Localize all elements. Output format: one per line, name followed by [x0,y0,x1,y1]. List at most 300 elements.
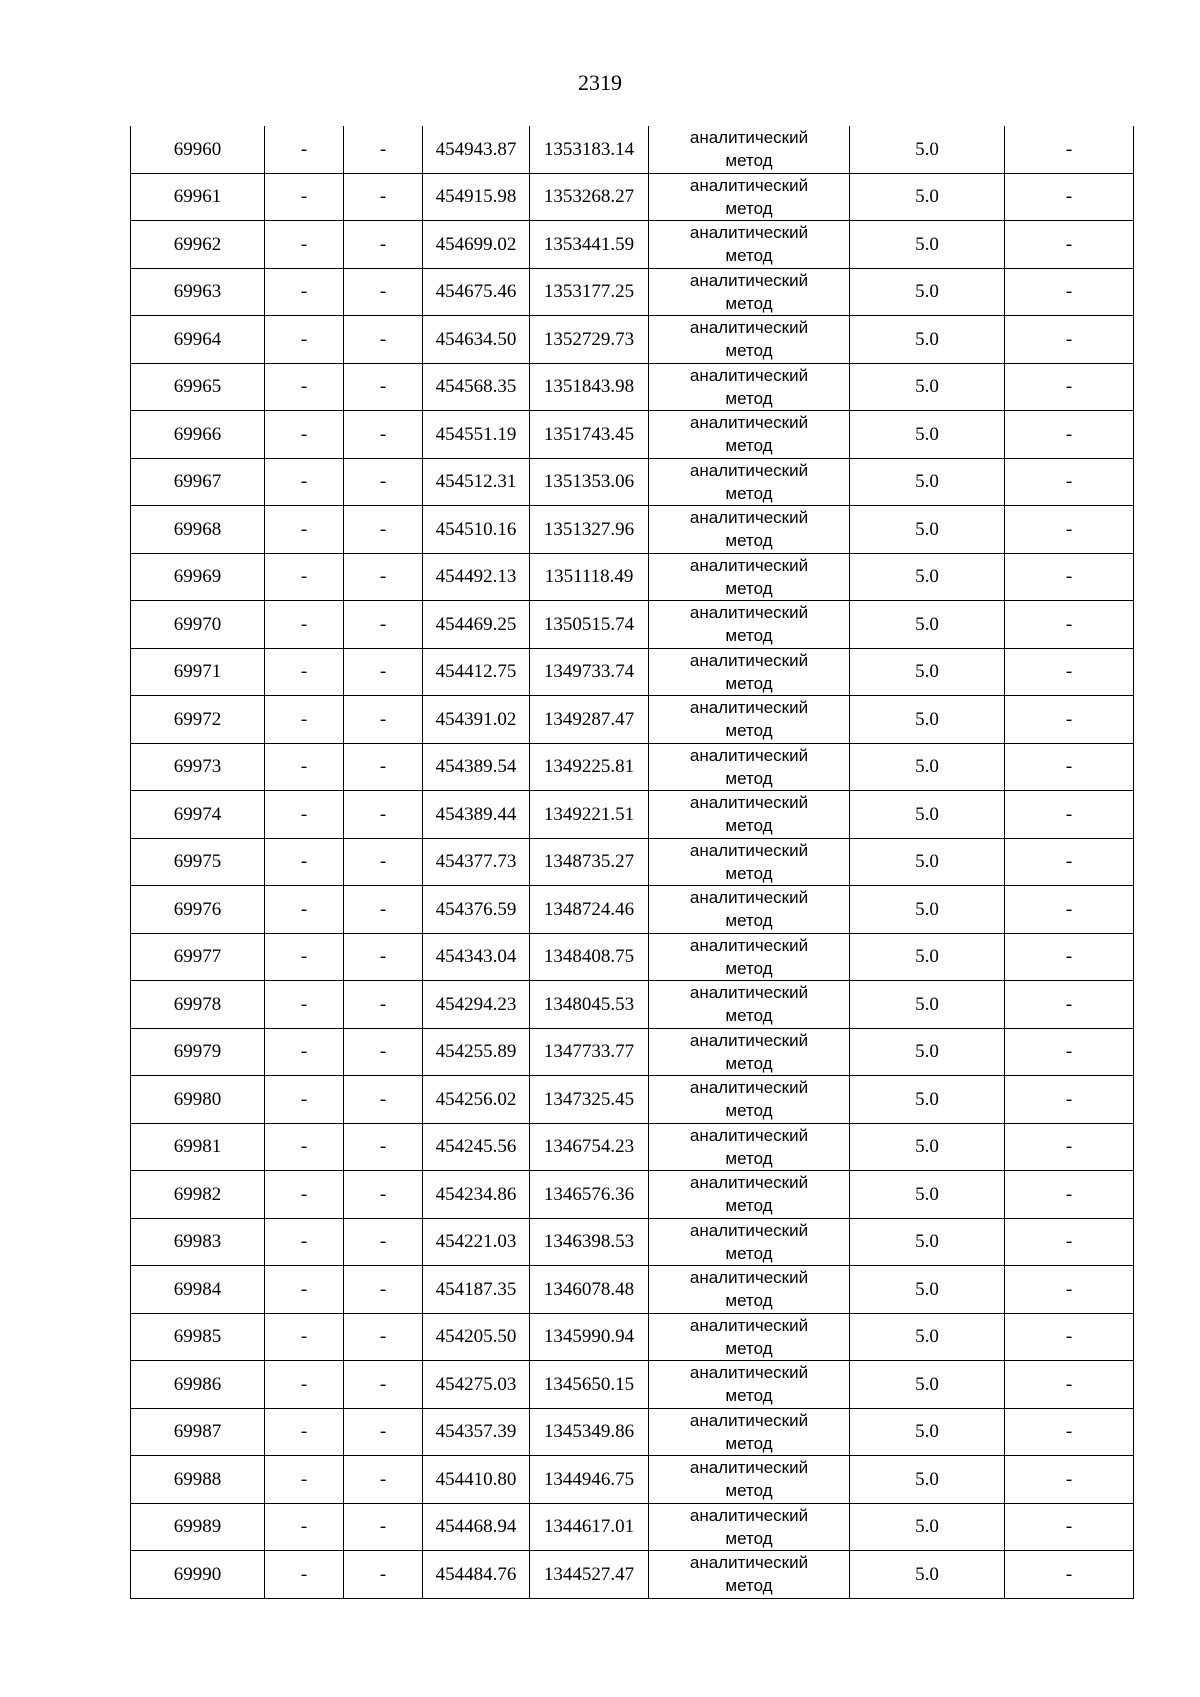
method-cell [649,1313,850,1361]
y-coordinate-cell: 1345990.94 [530,1313,649,1361]
method-text: аналитический метод [689,365,809,408]
method-text: аналитический метод [689,460,809,503]
y-coordinate-cell: 1344946.75 [530,1456,649,1504]
method-text: аналитический метод [689,698,809,741]
y-coordinate-cell: 1351743.45 [530,411,649,459]
method-text: аналитический метод [689,650,809,693]
y-coordinate-cell: 1348724.46 [530,886,649,934]
empty-value-cell: - [344,1076,423,1124]
x-coordinate-cell: 454205.50 [423,1313,530,1361]
empty-value-cell: - [265,1551,344,1599]
y-coordinate-cell: 1345349.86 [530,1408,649,1456]
method-text: аналитический метод [689,1458,809,1501]
table-row [131,458,1134,506]
y-coordinate-cell: 1344527.47 [530,1551,649,1599]
empty-value-cell: - [265,221,344,269]
method-text: аналитический метод [689,745,809,788]
method-cell [649,126,850,173]
accuracy-cell: 5.0 [850,316,1005,364]
x-coordinate-cell: 454187.35 [423,1266,530,1314]
empty-value-cell: - [344,1218,423,1266]
table-row [131,1503,1134,1551]
empty-value-cell: - [265,1028,344,1076]
table-row [131,1266,1134,1314]
y-coordinate-cell: 1346754.23 [530,1123,649,1171]
x-coordinate-cell: 454943.87 [423,126,530,173]
point-number-cell: 69984 [131,1266,265,1314]
table-row [131,1218,1134,1266]
accuracy-cell: 5.0 [850,1266,1005,1314]
point-number-cell: 69981 [131,1123,265,1171]
empty-value-cell: - [344,458,423,506]
point-number-cell: 69969 [131,553,265,601]
empty-value-cell: - [344,1456,423,1504]
point-number-cell: 69961 [131,173,265,221]
note-cell: - [1005,933,1134,981]
accuracy-cell: 5.0 [850,696,1005,744]
y-coordinate-cell: 1349733.74 [530,648,649,696]
x-coordinate-cell: 454245.56 [423,1123,530,1171]
accuracy-cell: 5.0 [850,1218,1005,1266]
table-row [131,221,1134,269]
empty-value-cell: - [265,933,344,981]
x-coordinate-cell: 454256.02 [423,1076,530,1124]
table-row [131,363,1134,411]
table-row [131,553,1134,601]
empty-value-cell: - [265,1456,344,1504]
point-number-cell: 69979 [131,1028,265,1076]
point-number-cell: 69960 [131,126,265,173]
x-coordinate-cell: 454255.89 [423,1028,530,1076]
method-text: аналитический метод [689,840,809,883]
empty-value-cell: - [265,316,344,364]
table-row [131,933,1134,981]
method-cell [649,838,850,886]
method-text: аналитический метод [689,175,809,218]
x-coordinate-cell: 454512.31 [423,458,530,506]
empty-value-cell: - [265,981,344,1029]
note-cell: - [1005,981,1134,1029]
empty-value-cell: - [265,1408,344,1456]
empty-value-cell: - [344,363,423,411]
point-number-cell: 69972 [131,696,265,744]
point-number-cell: 69988 [131,1456,265,1504]
table-row [131,1361,1134,1409]
method-cell [649,1361,850,1409]
x-coordinate-cell: 454391.02 [423,696,530,744]
x-coordinate-cell: 454275.03 [423,1361,530,1409]
method-cell [649,316,850,364]
x-coordinate-cell: 454469.25 [423,601,530,649]
table-row [131,1313,1134,1361]
empty-value-cell: - [344,1503,423,1551]
method-cell [649,886,850,934]
empty-value-cell: - [344,933,423,981]
note-cell: - [1005,458,1134,506]
empty-value-cell: - [344,1123,423,1171]
method-text: аналитический метод [689,1173,809,1216]
note-cell: - [1005,1218,1134,1266]
empty-value-cell: - [265,458,344,506]
table-row [131,411,1134,459]
y-coordinate-cell: 1347733.77 [530,1028,649,1076]
accuracy-cell: 5.0 [850,126,1005,173]
empty-value-cell: - [265,363,344,411]
table-row [131,1551,1134,1599]
empty-value-cell: - [344,791,423,839]
x-coordinate-cell: 454389.44 [423,791,530,839]
accuracy-cell: 5.0 [850,1408,1005,1456]
method-cell [649,458,850,506]
x-coordinate-cell: 454294.23 [423,981,530,1029]
method-cell [649,1028,850,1076]
accuracy-cell: 5.0 [850,553,1005,601]
empty-value-cell: - [265,1218,344,1266]
method-cell [649,1171,850,1219]
method-text: аналитический метод [689,603,809,646]
method-text: аналитический метод [689,128,809,171]
table-row [131,1123,1134,1171]
point-number-cell: 69974 [131,791,265,839]
method-text: аналитический метод [689,1220,809,1263]
x-coordinate-cell: 454484.76 [423,1551,530,1599]
empty-value-cell: - [344,648,423,696]
accuracy-cell: 5.0 [850,268,1005,316]
note-cell: - [1005,791,1134,839]
method-text: аналитический метод [689,1363,809,1406]
empty-value-cell: - [344,743,423,791]
accuracy-cell: 5.0 [850,981,1005,1029]
method-text: аналитический метод [689,508,809,551]
method-text: аналитический метод [689,223,809,266]
note-cell: - [1005,1551,1134,1599]
point-number-cell: 69964 [131,316,265,364]
method-cell [649,933,850,981]
y-coordinate-cell: 1344617.01 [530,1503,649,1551]
point-number-cell: 69986 [131,1361,265,1409]
point-number-cell: 69987 [131,1408,265,1456]
point-number-cell: 69977 [131,933,265,981]
method-cell [649,1076,850,1124]
point-number-cell: 69973 [131,743,265,791]
note-cell: - [1005,743,1134,791]
point-number-cell: 69976 [131,886,265,934]
note-cell: - [1005,126,1134,173]
y-coordinate-cell: 1349221.51 [530,791,649,839]
table-row [131,1028,1134,1076]
method-text: аналитический метод [689,1030,809,1073]
method-text: аналитический метод [689,1410,809,1453]
y-coordinate-cell: 1351843.98 [530,363,649,411]
empty-value-cell: - [265,411,344,459]
x-coordinate-cell: 454357.39 [423,1408,530,1456]
y-coordinate-cell: 1351353.06 [530,458,649,506]
empty-value-cell: - [265,743,344,791]
note-cell: - [1005,601,1134,649]
y-coordinate-cell: 1353268.27 [530,173,649,221]
empty-value-cell: - [344,1313,423,1361]
method-cell [649,411,850,459]
note-cell: - [1005,1171,1134,1219]
note-cell: - [1005,1503,1134,1551]
accuracy-cell: 5.0 [850,838,1005,886]
empty-value-cell: - [265,1123,344,1171]
method-cell [649,1456,850,1504]
point-number-cell: 69970 [131,601,265,649]
note-cell: - [1005,173,1134,221]
y-coordinate-cell: 1353177.25 [530,268,649,316]
empty-value-cell: - [265,886,344,934]
point-number-cell: 69982 [131,1171,265,1219]
point-number-cell: 69965 [131,363,265,411]
accuracy-cell: 5.0 [850,221,1005,269]
table-row [131,648,1134,696]
empty-value-cell: - [344,126,423,173]
point-number-cell: 69962 [131,221,265,269]
x-coordinate-cell: 454376.59 [423,886,530,934]
method-cell [649,791,850,839]
x-coordinate-cell: 454915.98 [423,173,530,221]
x-coordinate-cell: 454492.13 [423,553,530,601]
x-coordinate-cell: 454343.04 [423,933,530,981]
table-row [131,981,1134,1029]
empty-value-cell: - [344,1266,423,1314]
note-cell: - [1005,316,1134,364]
x-coordinate-cell: 454699.02 [423,221,530,269]
table-row [131,1171,1134,1219]
method-text: аналитический метод [689,793,809,836]
note-cell: - [1005,1456,1134,1504]
method-text: аналитический метод [689,555,809,598]
table-row [131,791,1134,839]
empty-value-cell: - [344,316,423,364]
empty-value-cell: - [344,221,423,269]
empty-value-cell: - [344,601,423,649]
y-coordinate-cell: 1349287.47 [530,696,649,744]
accuracy-cell: 5.0 [850,173,1005,221]
note-cell: - [1005,1313,1134,1361]
y-coordinate-cell: 1348045.53 [530,981,649,1029]
x-coordinate-cell: 454468.94 [423,1503,530,1551]
accuracy-cell: 5.0 [850,1503,1005,1551]
method-cell [649,268,850,316]
x-coordinate-cell: 454221.03 [423,1218,530,1266]
empty-value-cell: - [265,648,344,696]
empty-value-cell: - [344,173,423,221]
table-row [131,268,1134,316]
method-cell [649,1503,850,1551]
accuracy-cell: 5.0 [850,363,1005,411]
empty-value-cell: - [265,1266,344,1314]
note-cell: - [1005,268,1134,316]
accuracy-cell: 5.0 [850,411,1005,459]
point-number-cell: 69990 [131,1551,265,1599]
method-cell [649,506,850,554]
empty-value-cell: - [344,1551,423,1599]
method-cell [649,743,850,791]
method-text: аналитический метод [689,1078,809,1121]
note-cell: - [1005,1123,1134,1171]
y-coordinate-cell: 1351327.96 [530,506,649,554]
x-coordinate-cell: 454389.54 [423,743,530,791]
note-cell: - [1005,838,1134,886]
accuracy-cell: 5.0 [850,1171,1005,1219]
y-coordinate-cell: 1348735.27 [530,838,649,886]
point-number-cell: 69980 [131,1076,265,1124]
method-cell [649,363,850,411]
note-cell: - [1005,1266,1134,1314]
method-text: аналитический метод [689,1125,809,1168]
empty-value-cell: - [265,1361,344,1409]
note-cell: - [1005,411,1134,459]
note-cell: - [1005,363,1134,411]
method-cell [649,648,850,696]
method-text: аналитический метод [689,1553,809,1596]
note-cell: - [1005,1028,1134,1076]
method-cell [649,981,850,1029]
accuracy-cell: 5.0 [850,1361,1005,1409]
y-coordinate-cell: 1352729.73 [530,316,649,364]
method-text: аналитический метод [689,1315,809,1358]
table-row [131,1076,1134,1124]
y-coordinate-cell: 1346078.48 [530,1266,649,1314]
method-cell [649,173,850,221]
x-coordinate-cell: 454551.19 [423,411,530,459]
accuracy-cell: 5.0 [850,601,1005,649]
table-row [131,601,1134,649]
y-coordinate-cell: 1345650.15 [530,1361,649,1409]
accuracy-cell: 5.0 [850,886,1005,934]
method-cell [649,1218,850,1266]
empty-value-cell: - [344,411,423,459]
x-coordinate-cell: 454510.16 [423,506,530,554]
empty-value-cell: - [265,791,344,839]
empty-value-cell: - [344,886,423,934]
method-text: аналитический метод [689,983,809,1026]
y-coordinate-cell: 1353183.14 [530,126,649,173]
x-coordinate-cell: 454410.80 [423,1456,530,1504]
empty-value-cell: - [265,1313,344,1361]
point-number-cell: 69971 [131,648,265,696]
table-row [131,126,1134,173]
table-body [131,126,1134,1598]
y-coordinate-cell: 1350515.74 [530,601,649,649]
note-cell: - [1005,648,1134,696]
method-cell [649,1408,850,1456]
method-text: аналитический метод [689,413,809,456]
method-text: аналитический метод [689,1505,809,1548]
empty-value-cell: - [265,696,344,744]
empty-value-cell: - [265,1171,344,1219]
note-cell: - [1005,1076,1134,1124]
y-coordinate-cell: 1351118.49 [530,553,649,601]
empty-value-cell: - [265,601,344,649]
method-text: аналитический метод [689,270,809,313]
point-number-cell: 69968 [131,506,265,554]
point-number-cell: 69975 [131,838,265,886]
y-coordinate-cell: 1349225.81 [530,743,649,791]
method-cell [649,1266,850,1314]
point-number-cell: 69963 [131,268,265,316]
empty-value-cell: - [344,553,423,601]
accuracy-cell: 5.0 [850,648,1005,696]
table-row [131,743,1134,791]
empty-value-cell: - [344,1361,423,1409]
empty-value-cell: - [265,126,344,173]
method-cell [649,1551,850,1599]
table-row [131,696,1134,744]
table-row [131,173,1134,221]
point-number-cell: 69966 [131,411,265,459]
note-cell: - [1005,553,1134,601]
accuracy-cell: 5.0 [850,1456,1005,1504]
table-row [131,506,1134,554]
table-row [131,1456,1134,1504]
y-coordinate-cell: 1353441.59 [530,221,649,269]
accuracy-cell: 5.0 [850,1076,1005,1124]
point-number-cell: 69983 [131,1218,265,1266]
point-number-cell: 69989 [131,1503,265,1551]
note-cell: - [1005,1408,1134,1456]
accuracy-cell: 5.0 [850,791,1005,839]
empty-value-cell: - [265,268,344,316]
x-coordinate-cell: 454568.35 [423,363,530,411]
x-coordinate-cell: 454634.50 [423,316,530,364]
accuracy-cell: 5.0 [850,1123,1005,1171]
y-coordinate-cell: 1347325.45 [530,1076,649,1124]
page-number: 2319 [578,70,622,95]
empty-value-cell: - [265,1076,344,1124]
method-text: аналитический метод [689,318,809,361]
note-cell: - [1005,886,1134,934]
empty-value-cell: - [344,506,423,554]
table-row [131,316,1134,364]
note-cell: - [1005,506,1134,554]
empty-value-cell: - [344,268,423,316]
empty-value-cell: - [265,838,344,886]
x-coordinate-cell: 454234.86 [423,1171,530,1219]
y-coordinate-cell: 1346398.53 [530,1218,649,1266]
empty-value-cell: - [344,1028,423,1076]
coordinates-table [130,126,1134,1599]
point-number-cell: 69978 [131,981,265,1029]
point-number-cell: 69967 [131,458,265,506]
table-row [131,886,1134,934]
table-row [131,1408,1134,1456]
accuracy-cell: 5.0 [850,1551,1005,1599]
y-coordinate-cell: 1348408.75 [530,933,649,981]
accuracy-cell: 5.0 [850,506,1005,554]
empty-value-cell: - [265,1503,344,1551]
empty-value-cell: - [265,173,344,221]
x-coordinate-cell: 454412.75 [423,648,530,696]
empty-value-cell: - [344,981,423,1029]
empty-value-cell: - [265,553,344,601]
method-cell [649,553,850,601]
empty-value-cell: - [344,1171,423,1219]
x-coordinate-cell: 454377.73 [423,838,530,886]
method-cell [649,696,850,744]
method-cell [649,221,850,269]
accuracy-cell: 5.0 [850,743,1005,791]
x-coordinate-cell: 454675.46 [423,268,530,316]
empty-value-cell: - [344,1408,423,1456]
note-cell: - [1005,221,1134,269]
point-number-cell: 69985 [131,1313,265,1361]
note-cell: - [1005,696,1134,744]
method-text: аналитический метод [689,1268,809,1311]
accuracy-cell: 5.0 [850,933,1005,981]
